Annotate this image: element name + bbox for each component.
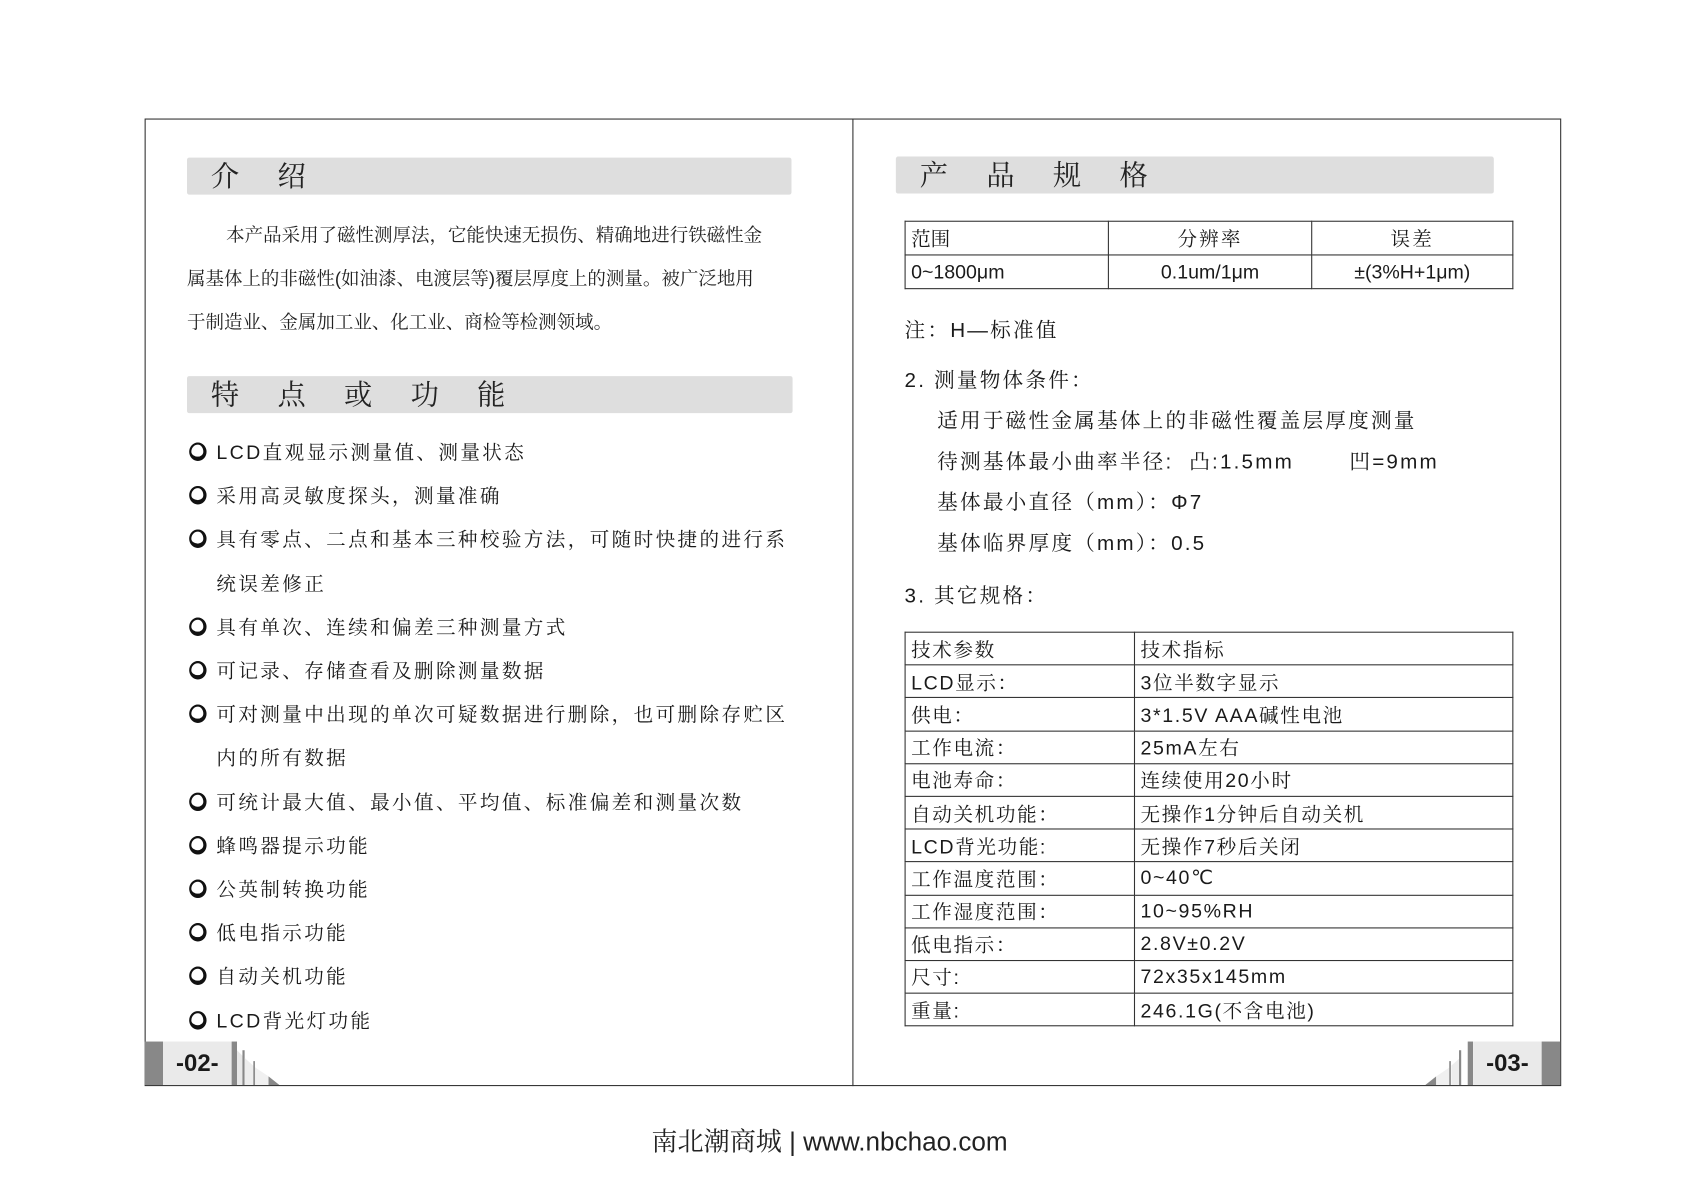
- list-item: [187, 431, 807, 475]
- list-item: [187, 693, 807, 780]
- list-item: [187, 649, 807, 693]
- table-row: [905, 993, 1513, 1026]
- section3-title: 3. 其它规格：: [904, 584, 1049, 608]
- table-header-row: [905, 632, 1513, 665]
- feature-text: 公英制转换功能: [216, 878, 371, 901]
- spec-parameter-cell: 尺寸:: [905, 960, 1134, 993]
- page-number-left: -02-: [163, 1042, 231, 1085]
- page-number-right: -03-: [1473, 1042, 1541, 1085]
- bullet-circle-icon: [189, 617, 206, 635]
- intro-paragraph: [187, 214, 801, 344]
- table-row: [905, 731, 1513, 764]
- table-row: [905, 862, 1513, 895]
- footer-watermark: 南北潮商城 | www.nbchao.com: [651, 1127, 1008, 1157]
- list-item: [187, 605, 807, 649]
- bullet-circle-icon: [189, 967, 206, 985]
- list-item: [187, 911, 807, 955]
- spec-parameter-cell: 电池寿命：: [905, 763, 1134, 796]
- bullet-circle-icon: [189, 792, 206, 810]
- spec-parameter-cell: 自动关机功能：: [905, 796, 1134, 829]
- list-item: [187, 955, 807, 999]
- table-row: [905, 255, 1513, 289]
- features-heading-bar: [187, 376, 793, 413]
- feature-text: LCD背光灯功能: [216, 1009, 373, 1032]
- spec-parameter-cell: LCD背光功能:: [905, 829, 1134, 862]
- spec-value-cell: 3*1.5V AAA碱性电池: [1134, 698, 1512, 731]
- note: 注：H—标准值: [904, 319, 1059, 343]
- features-list: [187, 431, 807, 1043]
- spec-value-cell: 3位半数字显示: [1134, 665, 1512, 698]
- list-item: [187, 474, 807, 518]
- table-cell: ±(3%H+1μm): [1312, 255, 1513, 289]
- page-tab-strip: [1542, 1042, 1560, 1085]
- feature-text: 具有单次、连续和偏差三种测量方式: [216, 616, 568, 638]
- list-item: [187, 518, 807, 605]
- condition-line: 适用于磁性金属基体上的非磁性覆盖层厚度测量: [937, 409, 1417, 433]
- condition-line: 待测基体最小曲率半径: 凸:1.5mm 凹=9mm: [937, 451, 1439, 475]
- bullet-circle-icon: [189, 880, 206, 898]
- page-tab-stripes-decoration: [232, 1042, 282, 1087]
- table-header-cell: 范围: [905, 221, 1108, 255]
- bullet-circle-icon: [189, 530, 206, 548]
- table-header-row: [905, 221, 1513, 255]
- table-header-cell: 分辨率: [1108, 221, 1311, 255]
- list-item: [187, 824, 807, 868]
- bullet-circle-icon: [189, 486, 206, 504]
- feature-text: 自动关机功能: [216, 965, 349, 988]
- condition-line: 基体临界厚度（mm）：0.5: [937, 532, 1207, 556]
- bullet-circle-icon: [189, 923, 206, 941]
- page-tab-stripes-decoration: [1425, 1042, 1473, 1087]
- spec-value-cell: 0~40℃: [1134, 862, 1512, 895]
- feature-text: 采用高灵敏度探头，测量准确: [216, 485, 502, 507]
- table-row: [905, 895, 1513, 928]
- table-header-cell: 技术指标: [1134, 632, 1512, 665]
- spec-parameter-cell: LCD显示：: [905, 665, 1134, 698]
- spec-parameter-cell: 重量:: [905, 993, 1134, 1026]
- spec-parameter-cell: 工作温度范围：: [905, 862, 1134, 895]
- feature-text: 可对测量中出现的单次可疑数据进行删除，也可删除存贮区内的所有数据: [216, 703, 788, 770]
- table-cell: 0~1800μm: [905, 255, 1108, 289]
- feature-text: 具有零点、二点和基本三种校验方法，可随时快捷的进行系统误差修正: [216, 528, 788, 595]
- spec-parameter-cell: 工作电流：: [905, 731, 1134, 764]
- feature-text: LCD直观显示测量值、测量状态: [216, 441, 527, 464]
- bullet-circle-icon: [189, 705, 206, 723]
- spec-parameter-cell: 工作湿度范围：: [905, 895, 1134, 928]
- feature-text: 蜂鸣器提示功能: [216, 834, 371, 857]
- bullet-circle-icon: [189, 1011, 206, 1029]
- table-row: [905, 763, 1513, 796]
- table-row: [905, 928, 1513, 961]
- intro-line: 本产品采用了磁性测厚法，它能快速无损伤、精确地进行铁磁性金: [226, 225, 763, 246]
- condition-line: 基体最小直径（mm）：Φ7: [937, 491, 1204, 515]
- list-item: [187, 780, 807, 824]
- list-item: [187, 868, 807, 912]
- intro-line: 于制造业、金属加工业、化工业、商检等检测领域。: [186, 312, 613, 333]
- table-row: [905, 698, 1513, 731]
- intro-line: 属基体上的非磁性(如油漆、电渡层等)覆层厚度上的测量。被广泛地用: [186, 268, 754, 290]
- page-tab-strip: [145, 1042, 163, 1085]
- bullet-circle-icon: [189, 442, 206, 460]
- spec-value-cell: 2.8V±0.2V: [1134, 928, 1512, 961]
- spec-table: [905, 221, 1514, 289]
- bullet-circle-icon: [189, 661, 206, 679]
- spec-parameter-cell: 供电：: [905, 698, 1134, 731]
- spec-value-cell: 连续使用20小时: [1134, 763, 1512, 796]
- table-header-cell: 技术参数: [905, 632, 1134, 665]
- table-row: [905, 665, 1513, 698]
- spec-parameter-cell: 低电指示：: [905, 928, 1134, 961]
- spec-heading-bar: [896, 157, 1494, 194]
- spec-value-cell: 25mA左右: [1134, 731, 1512, 764]
- table-header-cell: 误差: [1312, 221, 1513, 255]
- spec-value-cell: 无操作7秒后关闭: [1134, 829, 1512, 862]
- bullet-circle-icon: [189, 836, 206, 854]
- table-row: [905, 829, 1513, 862]
- section2-title: 2. 测量物体条件：: [904, 369, 1094, 393]
- features-heading: 特 点 或 功 能: [210, 378, 521, 411]
- intro-heading: 介 绍: [210, 159, 321, 193]
- spec-value-cell: 10~95%RH: [1134, 895, 1512, 928]
- spec-value-cell: 72x35x145mm: [1134, 960, 1512, 993]
- table-row: [905, 960, 1513, 993]
- table-cell: 0.1um/1μm: [1108, 255, 1311, 289]
- table-row: [905, 796, 1513, 829]
- feature-text: 可记录、存储查看及删除测量数据: [216, 659, 546, 682]
- spec-value-cell: 无操作1分钟后自动关机: [1134, 796, 1512, 829]
- feature-text: 低电指示功能: [216, 922, 349, 944]
- feature-text: 可统计最大值、最小值、平均值、标准偏差和测量次数: [216, 791, 744, 813]
- other-specs-table: [905, 632, 1514, 1027]
- spec-value-cell: 246.1G(不含电池): [1134, 993, 1512, 1026]
- spec-heading: 产 品 规 格: [919, 158, 1163, 192]
- list-item: [187, 999, 807, 1043]
- page-divider: [852, 119, 853, 1087]
- intro-heading-bar: [187, 158, 791, 195]
